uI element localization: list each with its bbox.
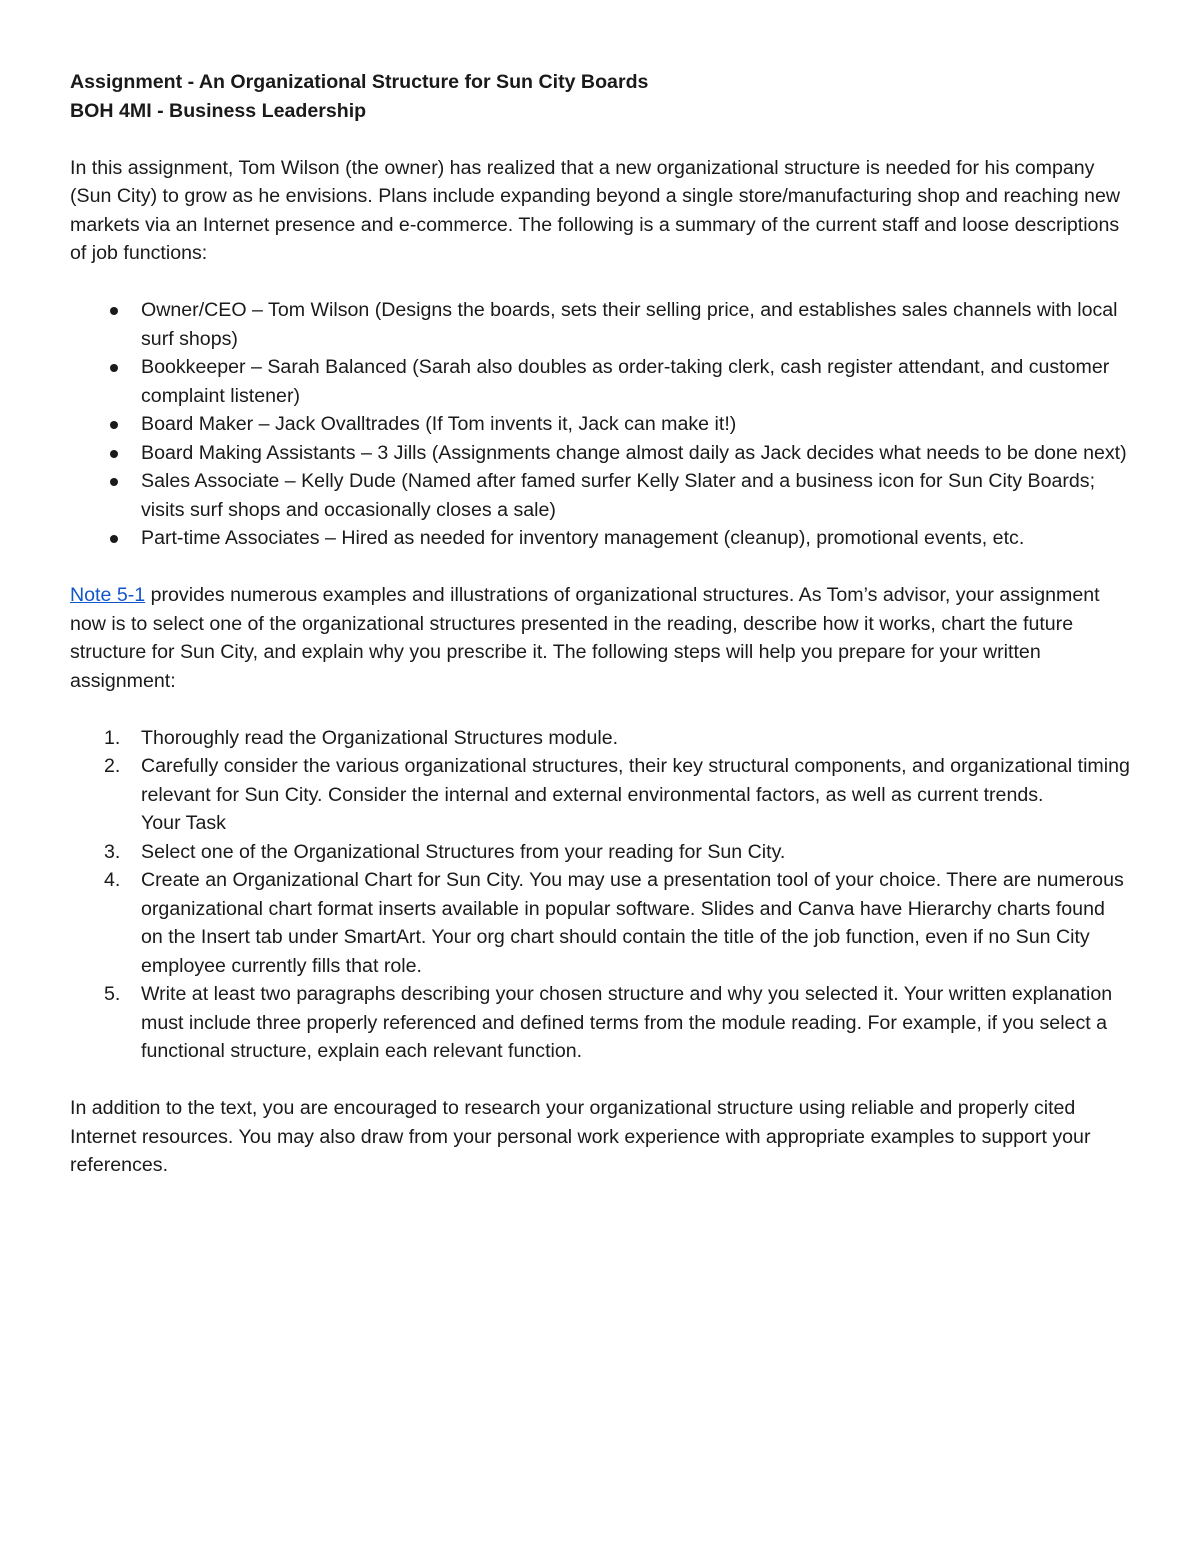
bullet-icon	[110, 307, 118, 315]
spacer	[70, 268, 1132, 297]
list-item	[70, 838, 1132, 867]
step-text: Select one of the Organizational Structures from your reading for Sun City.	[141, 840, 786, 863]
intro-paragraph: In this assignment, Tom Wilson (the owner) has realized that a new organizational structure is needed for his company (Sun City) to grow as he envisions. Plans include expanding beyond a single store/manufacturing shop and reaching new markets via an Internet presence and e-commerce. The following is a summary of the current staff and loose descriptions of job functions:	[70, 156, 1120, 264]
note-paragraph	[70, 581, 1132, 695]
staff-description: Bookkeeper – Sarah Balanced (Sarah also doubles as order-taking clerk, cash register attendant, and customer complaint listener)	[141, 356, 1110, 407]
document-title: Assignment - An Organizational Structure for Sun City Boards	[70, 71, 649, 93]
list-item	[70, 296, 1132, 353]
step-text: Create an Organizational Chart for Sun City. You may use a presentation tool of your choice. There are numerous organizational chart format inserts available in popular software. Slides and Canva have Hierarchy charts found on the Insert tab under SmartArt. Your org chart should contain the title of the job function, even if no Sun City employee currently fills that role.	[141, 869, 1124, 977]
course-title: BOH 4MI - Business Leadership	[70, 99, 367, 122]
staff-description: Owner/CEO – Tom Wilson (Designs the boards, sets their selling price, and establishes sales channels with local surf shops)	[141, 299, 1118, 350]
note-text: provides numerous examples and illustrations of organizational structures. As Tom’s advisor, your assignment now is to select one of the organizational structures presented in the reading, describe how it works, chart the future structure for Sun City, and explain why you prescribe it. The following steps will help you prepare for your written assignment:	[70, 584, 1100, 692]
closing-paragraph: In addition to the text, you are encouraged to research your organizational structure using reliable and properly cited Internet resources. You may also draw from your personal work experience with appropriate examples to support your references.	[70, 1097, 1091, 1176]
spacer	[70, 553, 1132, 582]
staff-description: Board Making Assistants – 3 Jills (Assignments change almost daily as Jack decides what needs to be done next)	[141, 441, 1127, 464]
spacer	[70, 125, 1132, 154]
list-item	[70, 410, 1132, 439]
bullet-icon	[110, 421, 118, 429]
spacer	[70, 1066, 1132, 1095]
bullet-icon	[110, 450, 118, 458]
your-task-label: Your Task	[141, 812, 226, 834]
step-number: 1.	[104, 726, 121, 749]
spacer	[70, 695, 1132, 724]
step-text: Thoroughly read the Organizational Structures module.	[141, 726, 619, 749]
list-item	[70, 752, 1132, 838]
staff-description: Sales Associate – Kelly Dude (Named after famed surfer Kelly Slater and a business icon for Sun City Boards; visits surf shops and occasionally closes a sale)	[141, 470, 1096, 521]
document-page	[70, 68, 1132, 1180]
bullet-icon	[110, 535, 118, 543]
step-number: 2.	[104, 755, 121, 777]
list-item	[70, 439, 1132, 468]
step-number: 3.	[104, 840, 121, 863]
list-item	[70, 467, 1132, 524]
step-number: 5.	[104, 983, 121, 1005]
staff-description: Part-time Associates – Hired as needed for inventory management (cleanup), promotional events, etc.	[141, 527, 1025, 549]
list-item	[70, 353, 1132, 410]
step-text: Write at least two paragraphs describing your chosen structure and why you selected it. Your written explanation must include three properly referenced and defined terms from the module reading. For example, if you select a functional structure, explain each relevant function.	[141, 983, 1113, 1062]
step-number: 4.	[104, 869, 121, 891]
list-item	[70, 524, 1132, 553]
list-item	[70, 724, 1132, 753]
note-5-1-link[interactable]: Note 5-1	[70, 584, 146, 606]
list-item	[70, 866, 1132, 980]
steps-list	[70, 724, 1132, 1066]
step-text: Carefully consider the various organizational structures, their key structural components, and organizational timing relevant for Sun City. Consider the internal and external environmental factors, as well as current trends.	[141, 755, 1130, 806]
list-item	[70, 980, 1132, 1066]
bullet-icon	[110, 364, 118, 372]
staff-list	[70, 296, 1132, 553]
bullet-icon	[110, 478, 118, 486]
staff-description: Board Maker – Jack Ovalltrades (If Tom invents it, Jack can make it!)	[141, 413, 737, 435]
